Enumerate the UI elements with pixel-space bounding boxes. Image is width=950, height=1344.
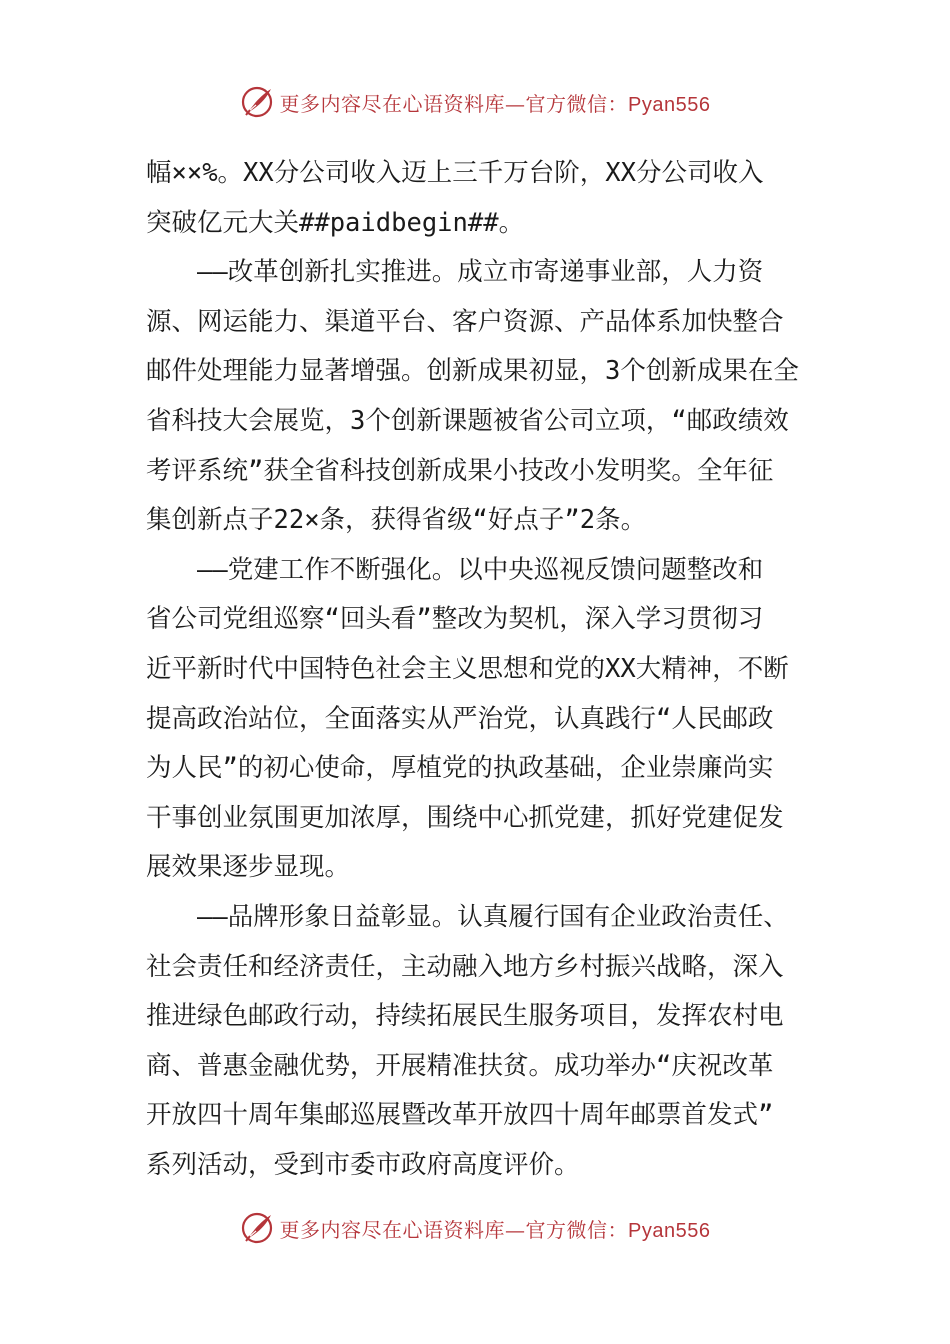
text-line: 省科技大会展览，3个创新课题被省公司立项，“邮政绩效 (146, 405, 789, 436)
text-line: 省公司党组巡察“回头看”整改为契机，深入学习贯彻习 (146, 604, 764, 635)
text-line: 突破亿元大关##paidbegin##。 (146, 207, 525, 238)
text-line: 提高政治站位，全面落实从严治党，认真践行“人民邮政 (146, 703, 774, 734)
text-line: 开放四十周年集邮巡展暨改革开放四十周年邮票首发式” (146, 1100, 774, 1131)
document-body (146, 149, 816, 1190)
text-line: 商、普惠金融优势，开展精准扶贫。成功举办“庆祝改革 (146, 1050, 774, 1081)
footer-banner (0, 1208, 950, 1248)
text-line: 系列活动，受到市委市政府高度评价。 (146, 1149, 580, 1180)
header-wechat-id: Pyan556 (628, 93, 711, 116)
paragraph (146, 149, 816, 248)
quill-pen-logo-icon (240, 1210, 276, 1246)
text-line: 社会责任和经济责任，主动融入地方乡村振兴战略，深入 (146, 951, 784, 982)
text-line: 考评系统”获全省科技创新成果小技改小发明奖。全年征 (146, 455, 774, 486)
paragraph (146, 893, 816, 1191)
header-banner-label: 更多内容尽在心语资料库—官方微信： (279, 91, 629, 116)
header-banner-text (280, 88, 711, 117)
text-line: 为人民”的初心使命，厚植党的执政基础，企业崇廉尚实 (146, 753, 774, 784)
quill-pen-logo-icon (240, 84, 276, 120)
text-line: 邮件处理能力显著增强。创新成果初显，3个创新成果在全 (146, 356, 799, 387)
footer-banner-text (280, 1214, 711, 1243)
text-line: 近平新时代中国特色社会主义思想和党的XX大精神，不断 (146, 653, 789, 684)
text-line: 幅××%。XX分公司收入迈上三千万台阶，XX分公司收入 (146, 158, 764, 188)
text-line: 推进绿色邮政行动，持续拓展民生服务项目，发挥农村电 (146, 1001, 784, 1032)
text-line: ——品牌形象日益彰显。认真履行国有企业政治责任、 (146, 901, 789, 932)
text-line: 干事创业氛围更加浓厚，围绕中心抓党建，抓好党建促发 (146, 802, 784, 833)
text-line: 展效果逐步显现。 (146, 852, 351, 883)
text-line: 源、网运能力、渠道平台、客户资源、产品体系加快整合 (146, 306, 784, 337)
text-line: ——改革创新扎实推进。成立市寄递事业部，人力资 (146, 257, 764, 288)
footer-banner-label: 更多内容尽在心语资料库—官方微信： (279, 1217, 629, 1242)
paragraph (146, 248, 816, 546)
paragraph (146, 546, 816, 893)
text-line: 集创新点子22×条，获得省级“好点子”2条。 (146, 505, 647, 536)
text-line: ——党建工作不断强化。以中央巡视反馈问题整改和 (146, 554, 764, 585)
footer-wechat-id: Pyan556 (628, 1219, 711, 1242)
header-banner (0, 82, 950, 122)
